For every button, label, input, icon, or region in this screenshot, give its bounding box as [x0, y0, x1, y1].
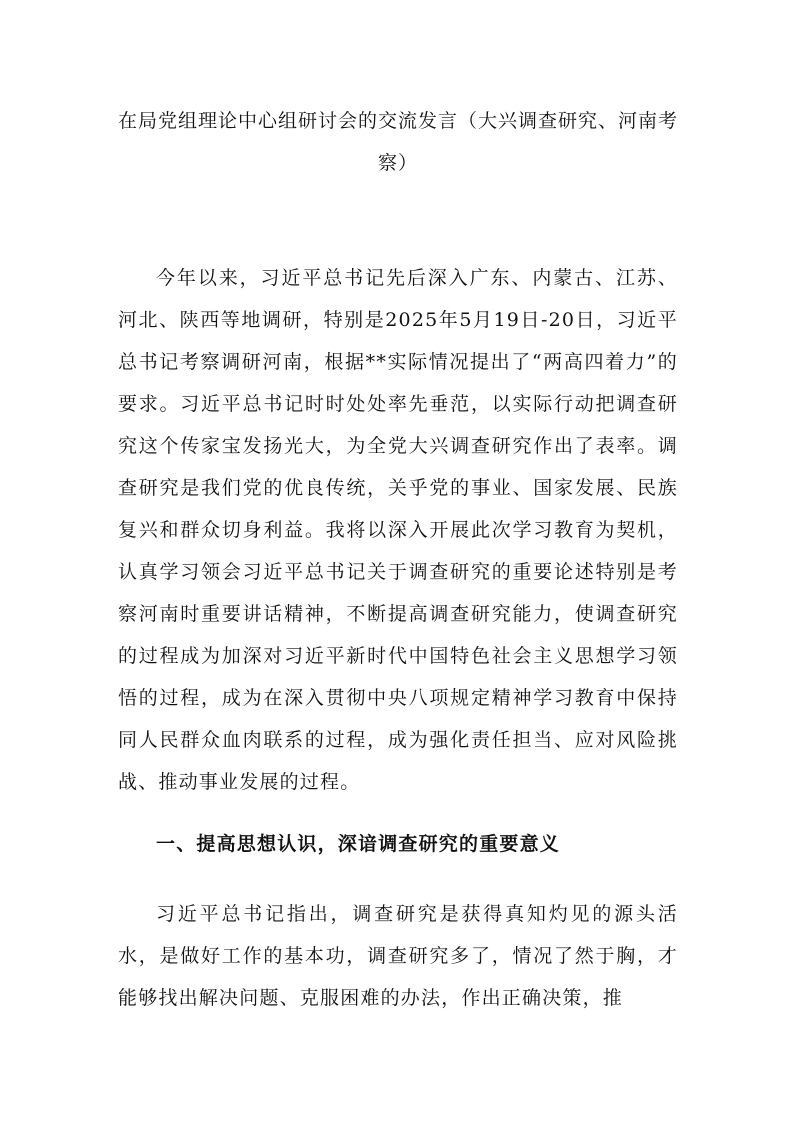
section-paragraph: 习近平总书记指出，调查研究是获得真知灼见的源头活水，是做好工作的基本功，调查研究多了，情况了然于胸，才能够找出解决问题、克服困难的办法，作出正确决策，推 [118, 903, 678, 1009]
document-title: 在局党组理论中心组研讨会的交流发言（大兴调查研究、河南考察） [118, 110, 679, 174]
section-heading: 一、提高思想认识，深谙调查研究的重要意义 [156, 833, 561, 855]
intro-paragraph: 今年以来，习近平总书记先后深入广东、内蒙古、江苏、河北、陕西等地调研，特别是2025年5月19日-20日，习近平总书记考察调研河南，根据**实际情况提出了“两高四着力”的要求。习近平总书记时时处处率先垂范，以实际行动把调查研究这个传家宝发扬光大，为全党大兴调查研究作出了表率。调查研究是我们党的优良传统，关乎党的事业、国家发展、民族复兴和群众切身利益。我将以深入开展此次学习教育为契机，认真学习领会习近平总书记关于调查研究的重要论述特别是考察河南时重要讲话精神，不断提高调查研究能力，使调查研究的过程成为加深对习近平新时代中国特色社会主义思想学习领悟的过程，成为在深入贯彻中央八项规定精神学习教育中保持同人民群众血肉联系的过程，成为强化责任担当、应对风险挑战、推动事业发展的过程。 [118, 267, 678, 793]
